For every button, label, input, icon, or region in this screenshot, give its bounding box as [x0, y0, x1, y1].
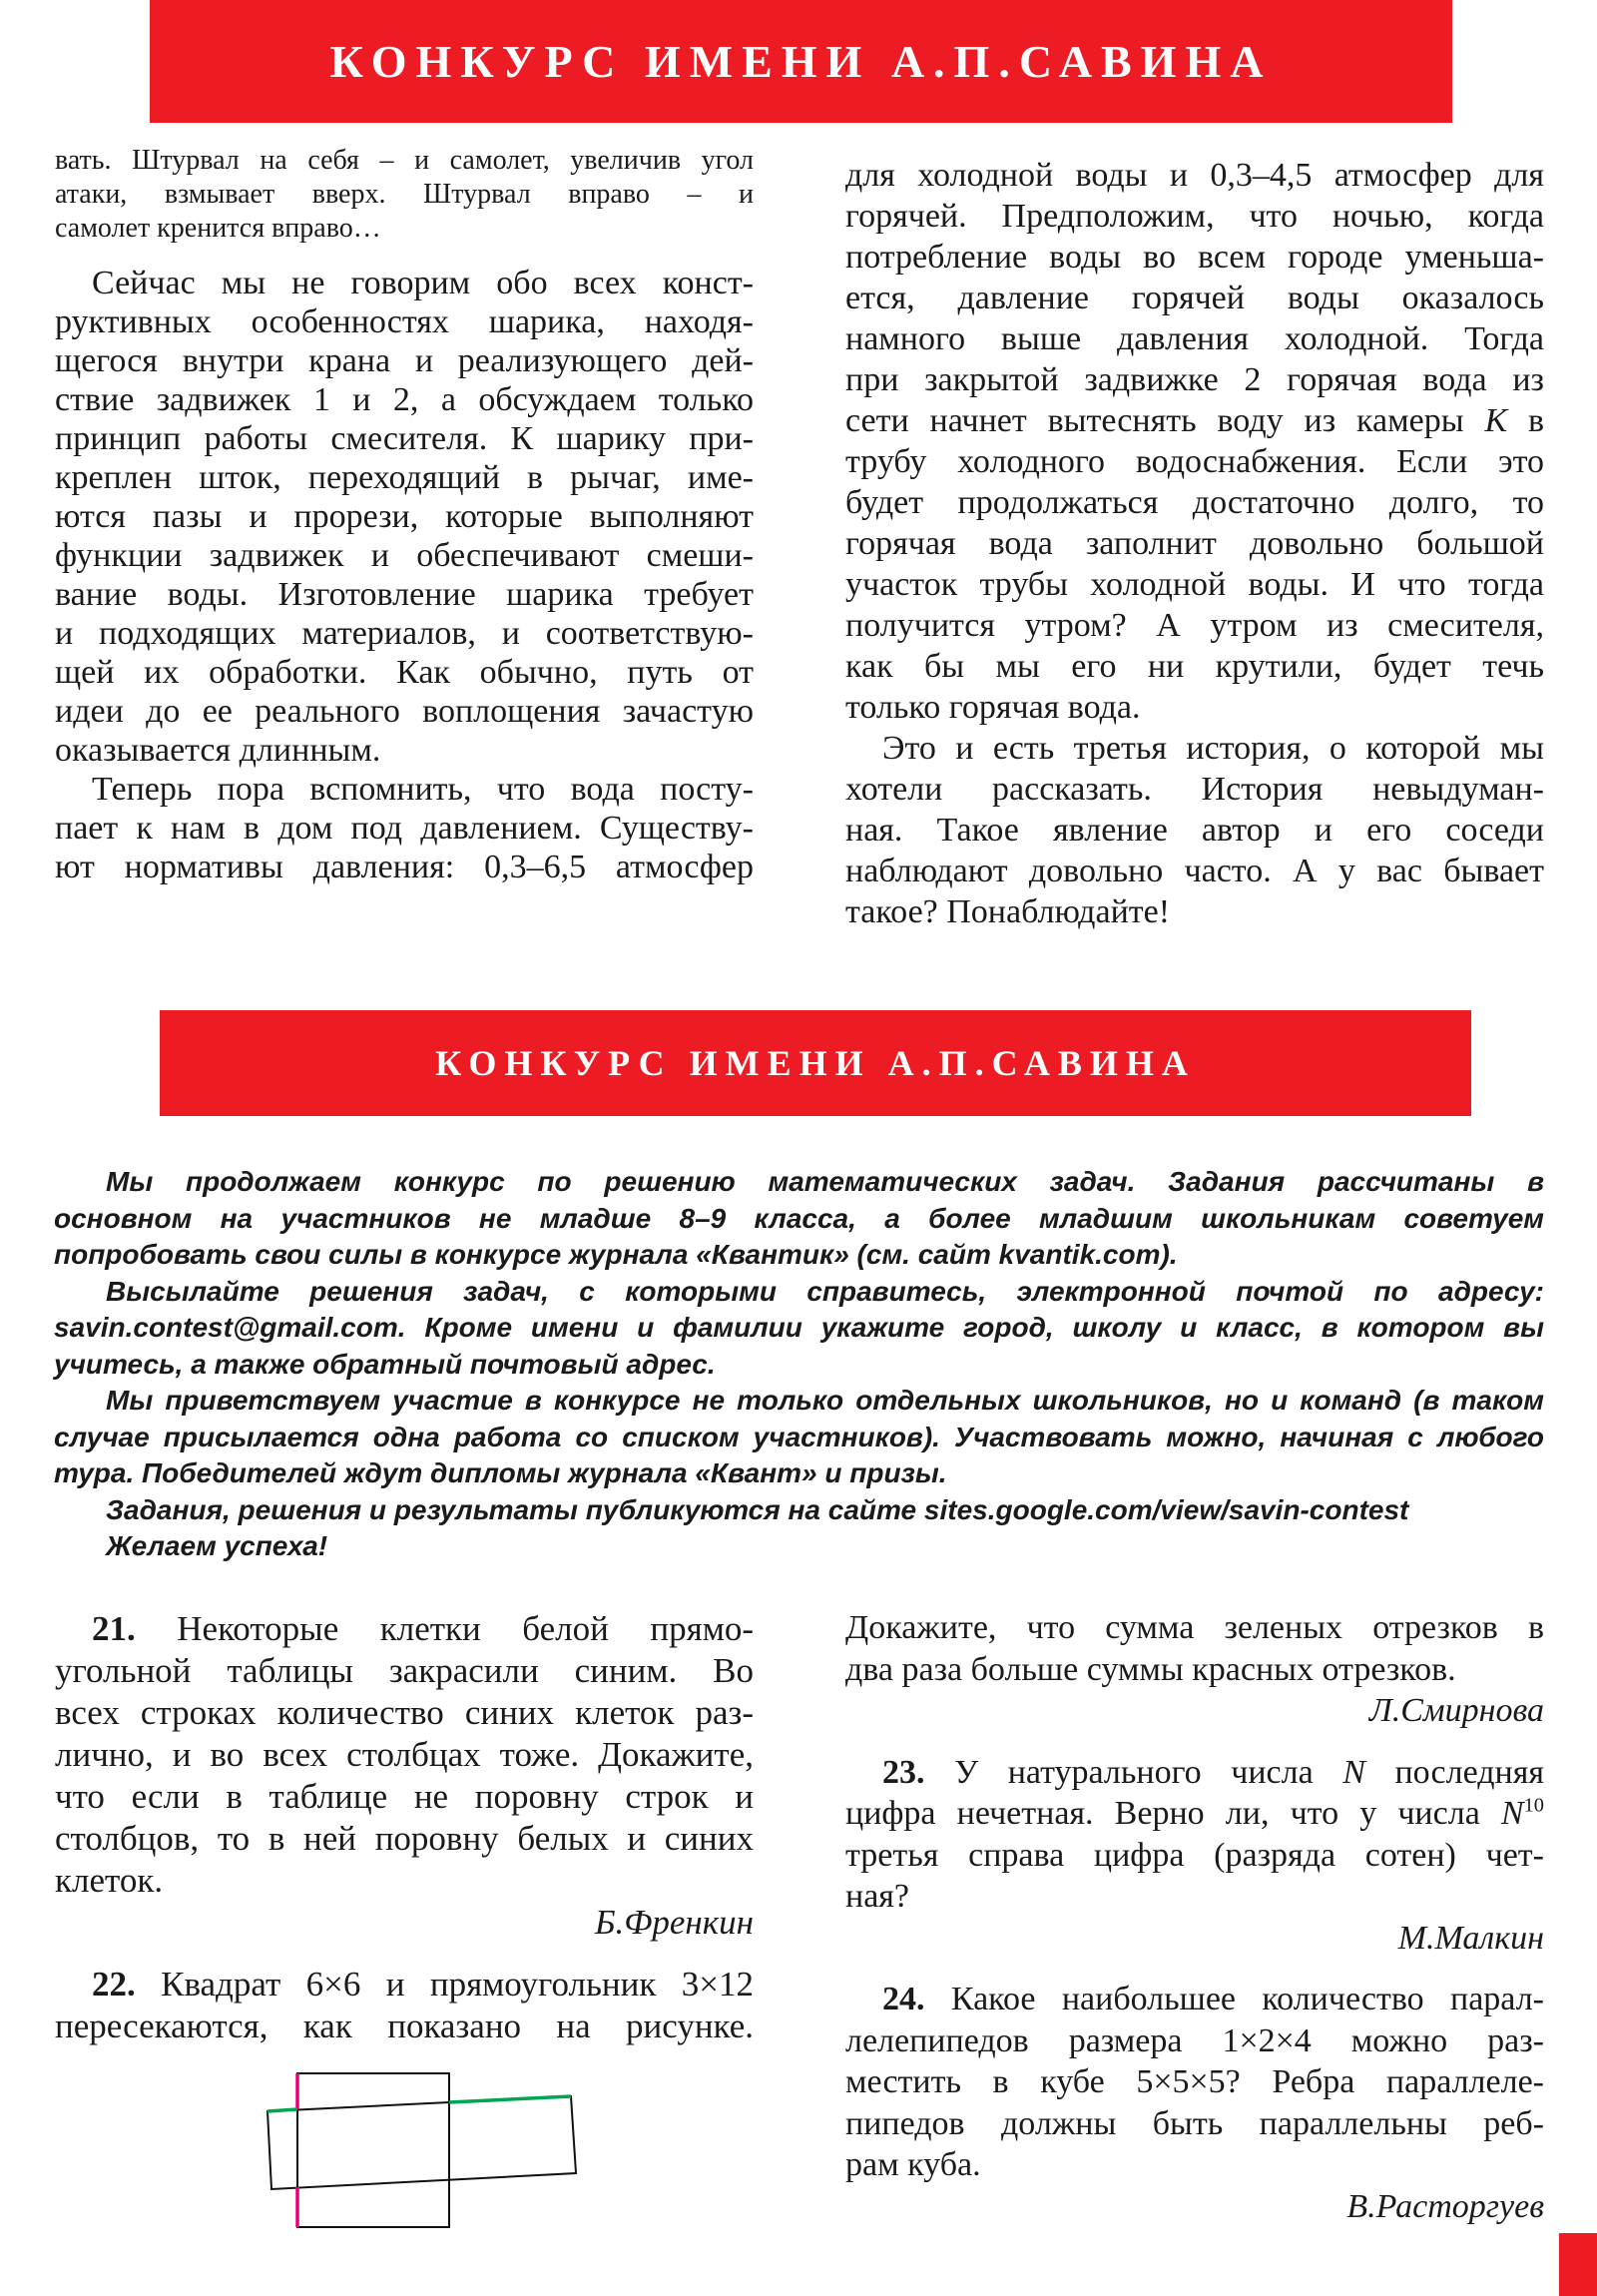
- text-line: два раза больше суммы красных отрезков.: [845, 1650, 1456, 1688]
- text-line: функции задвижек и обеспечивают смеши-: [55, 537, 754, 574]
- text-line: попробовать свои силы в конкурсе журнала «Квантик» (см. сайт kvantik.com).: [54, 1239, 1178, 1270]
- problem-author: В.Расторгуев: [1346, 2187, 1544, 2225]
- text-line: случае присылается одна работа со списком участников). Участвовать можно, начиная с любого: [54, 1421, 1544, 1452]
- problem-author: М.Малкин: [1397, 1919, 1544, 1957]
- text-line: вать. Штурвал на себя – и самолет, увеличив угол: [55, 145, 754, 176]
- text-line: 21. Некоторые клетки белой прямо-: [92, 1609, 754, 1648]
- text-line: хотели рассказать. История невыдуман-: [845, 771, 1544, 808]
- article-right-column: [845, 155, 1544, 932]
- math-variable: N: [1342, 1753, 1365, 1791]
- text-line: лелепипедов размера 1×2×4 можно раз-: [845, 2021, 1544, 2059]
- text-run: цифра нечетная. Верно ли, что у числа: [845, 1795, 1501, 1832]
- text-line: местить в кубе 5×5×5? Ребра параллеле-: [845, 2063, 1544, 2100]
- text-line: столбцов, то в ней поровну белых и синих: [55, 1819, 754, 1858]
- problem: [845, 1752, 1544, 1960]
- text-line: [845, 400, 1544, 441]
- paragraph: [845, 728, 1544, 932]
- problem-author: Б.Френкин: [594, 1903, 754, 1942]
- green-segment: [449, 2096, 571, 2102]
- text-line: креплен шток, переходящий в рычаг, име-: [55, 459, 754, 496]
- square-rectangle-figure: [260, 2066, 589, 2236]
- text-line: ются пазы и прорези, которые выполняют: [55, 498, 754, 535]
- paragraph: [55, 144, 754, 246]
- text-run: последняя: [1364, 1753, 1544, 1791]
- superscript: 10: [1523, 1794, 1544, 1817]
- paragraph: [54, 1274, 1544, 1384]
- problem: [845, 1979, 1544, 2227]
- text-line: Высылайте решения задач, с которыми справитесь, электронной почтой по адресу:: [106, 1275, 1544, 1307]
- text-line: как бы мы его ни крутили, будет течь: [845, 648, 1544, 685]
- text-line: такое? Понаблюдайте!: [845, 893, 1171, 930]
- rectangle-3x12: [267, 2096, 576, 2189]
- paragraph: [845, 155, 1544, 728]
- text-line: Мы приветствуем участие в конкурсе не только отдельных школьников, но и команд (в таком: [106, 1385, 1544, 1416]
- green-segment: [267, 2109, 297, 2111]
- text-line: принцип работы смесителя. К шарику при-: [55, 420, 754, 457]
- paragraph: [54, 1383, 1544, 1492]
- text-line: тура. Победителей ждут дипломы журнала «Квант» и призы.: [54, 1457, 947, 1488]
- problems-right-column: [845, 1607, 1544, 2227]
- text-run: У натурального числа: [954, 1753, 1343, 1791]
- section-banner-top: [150, 0, 1452, 123]
- text-line: Желаем успеха!: [106, 1530, 328, 1561]
- math-variable: К: [1484, 402, 1508, 439]
- text-line: учитесь, а также обратный почтовый адрес.: [54, 1348, 716, 1380]
- text-line: атаки, взмывает вверх. Штурвал вправо – и: [55, 179, 754, 210]
- text-line: 24. Какое наибольшее количество парал-: [882, 1981, 1544, 2017]
- text-line: потребление воды во всем городе уменьша-: [845, 239, 1544, 276]
- text-line: лично, и во всех столбцах тоже. Докажите,: [55, 1735, 754, 1774]
- problem-number: 21.: [92, 1609, 178, 1648]
- section-banner-contest: [160, 1010, 1471, 1116]
- paragraph: [54, 1528, 1544, 1565]
- text-line: пипедов должны быть параллельны реб-: [845, 2104, 1544, 2142]
- text-line: Мы продолжаем конкурс по решению математических задач. Задания рассчитаны в: [106, 1166, 1544, 1197]
- text-line: основном на участников не младше 8–9 класса, а более младшим школьникам советуем: [54, 1202, 1544, 1234]
- problem: [845, 1607, 1544, 1732]
- banner-title: КОНКУРС ИМЕНИ А.П.САВИНА: [435, 1043, 1196, 1083]
- text-line: ная. Такое явление автор и его соседи: [845, 812, 1544, 849]
- problem-number: 23.: [882, 1753, 955, 1791]
- text-line: только горячая вода.: [845, 689, 1141, 726]
- paragraph: [54, 1492, 1544, 1529]
- text-line: оказывается длинным.: [55, 732, 381, 769]
- text-line: горячей. Предположим, что ночью, когда: [845, 198, 1544, 235]
- text-line: угольной таблицы закрасили синим. Во: [55, 1651, 754, 1690]
- text-line: клеток.: [55, 1861, 164, 1900]
- text-line: Задания, решения и результаты публикуются на сайте sites.google.com/view/savin-contest: [106, 1493, 1409, 1525]
- article-quote-tail: [55, 144, 754, 246]
- text-line: щегося внутри крана и реализующего дей-: [55, 342, 754, 379]
- text-line: [845, 1793, 1544, 1835]
- problem-author: Л.Смирнова: [1368, 1692, 1544, 1729]
- math-variable: N: [1500, 1795, 1524, 1832]
- text-line: Докажите, что сумма зеленых отрезков в: [845, 1609, 1544, 1646]
- text-line: что если в таблице не поровну строк и: [55, 1777, 754, 1816]
- text-line: наблюдают довольно часто. А у вас бывает: [845, 853, 1544, 889]
- text-line: щей их обработки. Как обычно, путь от: [55, 654, 754, 691]
- text-line: руктивных особенностях шарика, находя-: [55, 303, 754, 340]
- text-line: при закрытой задвижке 2 горячая вода из: [845, 361, 1544, 398]
- text-line: ствие задвижек 1 и 2, а обсуждаем только: [55, 381, 754, 418]
- text-line: Теперь пора вспомнить, что вода посту-: [92, 771, 754, 808]
- text-line: будет продолжаться достаточно долго, то: [845, 484, 1544, 521]
- text-line: для холодной воды и 0,3–4,5 атмосфер для: [845, 157, 1544, 194]
- problem: [55, 1964, 754, 2047]
- text-line: ется, давление горячей воды оказалось: [845, 280, 1544, 316]
- text-line: Сейчас мы не говорим обо всех конст-: [92, 265, 754, 301]
- problem-number: 24.: [882, 1981, 951, 2017]
- text-line: трубу холодного водоснабжения. Если это: [845, 443, 1544, 480]
- contest-intro: [54, 1164, 1544, 1565]
- text-line: savin.contest@gmail.com. Кроме имени и фамилии укажите город, школу и класс, в котором вы: [54, 1312, 1544, 1343]
- text-line: участок трубы холодной воды. И что тогда: [845, 566, 1544, 603]
- text-line: [845, 1752, 1544, 1794]
- text-line: ют нормативы давления: 0,3–6,5 атмосфер: [55, 849, 754, 885]
- problem-number: 22.: [92, 1965, 162, 2004]
- text-line: намного выше давления холодной. Тогда: [845, 320, 1544, 357]
- text-line: горячая вода заполнит довольно большой: [845, 525, 1544, 562]
- text-line: 22. Квадрат 6×6 и прямоугольник 3×12: [92, 1965, 754, 2004]
- text-line: всех строках количество синих клеток раз-: [55, 1693, 754, 1732]
- problem: [55, 1608, 754, 1944]
- problems-left-column: [55, 1608, 754, 2047]
- square-6x6: [297, 2073, 449, 2227]
- text-line: Это и есть третья история, о которой мы: [882, 730, 1544, 767]
- text-line: и подходящих материалов, и соответствую-: [55, 615, 754, 652]
- text-line: вание воды. Изготовление шарика требует: [55, 576, 754, 613]
- paragraph: [55, 264, 754, 770]
- text-line: третья справа цифра (разряда сотен) чет-: [845, 1836, 1544, 1874]
- paragraph: [54, 1164, 1544, 1274]
- text-line: рам куба.: [845, 2146, 981, 2183]
- text-line: пает к нам в дом под давлением. Существу-: [55, 810, 754, 847]
- banner-title: КОНКУРС ИМЕНИ А.П.САВИНА: [329, 36, 1273, 87]
- paragraph: [55, 770, 754, 886]
- text-run: сети начнет вытеснять воду из камеры: [845, 402, 1485, 439]
- article-paragraphs-left: [55, 264, 754, 886]
- text-line: пересекаются, как показано на рисунке.: [55, 2007, 754, 2045]
- text-line: идеи до ее реального воплощения зачастую: [55, 693, 754, 730]
- text-line: получится утром? А утром из смесителя,: [845, 607, 1544, 644]
- page-corner-marker: [1559, 2233, 1597, 2296]
- text-run: в: [1507, 402, 1544, 439]
- text-line: ная?: [845, 1878, 910, 1915]
- text-line: самолет кренится вправо…: [55, 213, 381, 244]
